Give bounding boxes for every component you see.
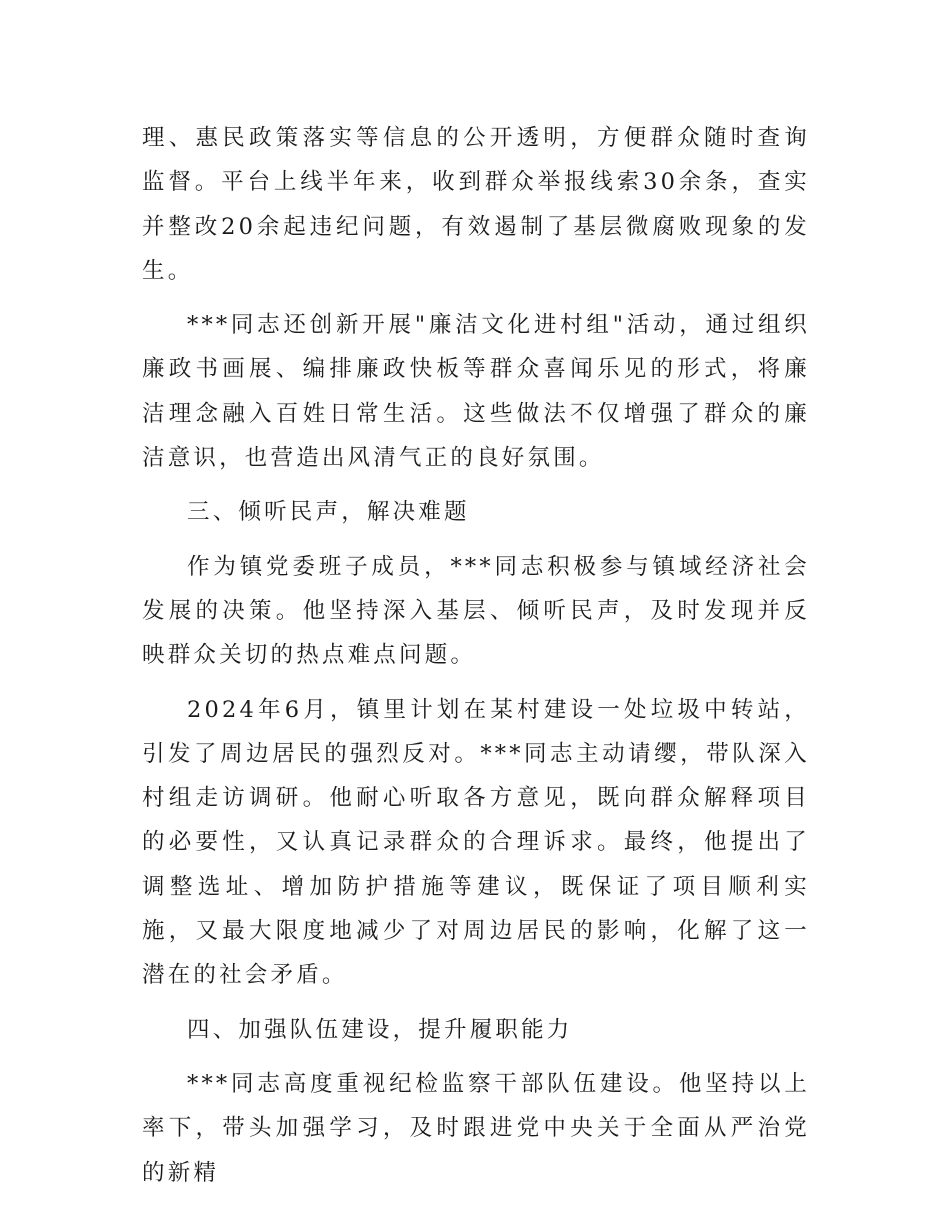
section-heading-4: 四、加强队伍建设，提升履职能力 — [187, 1016, 573, 1043]
paragraph-1: 理、惠民政策落实等信息的公开透明，方便群众随时查询监督。平台上线半年来，收到群众举报线索30余条，查实并整改20余起违纪问题，有效遏制了基层微腐败现象的发生。 — [142, 125, 810, 284]
section-heading-3: 三、倾听民声，解决难题 — [187, 499, 470, 526]
document-body — [142, 116, 810, 1205]
paragraph-5: ***同志高度重视纪检监察干部队伍建设。他坚持以上率下，带头加强学习，及时跟进党中央关于全面从严治党的新精 — [142, 1070, 810, 1186]
paragraph-2: ***同志还创新开展"廉洁文化进村组"活动，通过组织廉政书画展、编排廉政快板等群众喜闻乐见的形式，将廉洁理念融入百姓日常生活。这些做法不仅增强了群众的廉洁意识，也营造出风清气正的良好氛围。 — [142, 312, 810, 472]
paragraph-4: 2024年6月，镇里计划在某村建设一处垃圾中转站，引发了周边居民的强烈反对。***同志主动请缨，带队深入村组走访调研。他耐心听取各方意见，既向群众解释项目的必要性，又认真记录群众的合理诉求。最终，他提出了调整选址、增加防护措施等建议，既保证了项目顺利实施，又最大限度地减少了对周边居民的影响，化解了这一潜在的社会矛盾。 — [142, 696, 810, 989]
paragraph-3: 作为镇党委班子成员，***同志积极参与镇域经济社会发展的决策。他坚持深入基层、倾听民声，及时发现并反映群众关切的热点难点问题。 — [142, 553, 810, 669]
